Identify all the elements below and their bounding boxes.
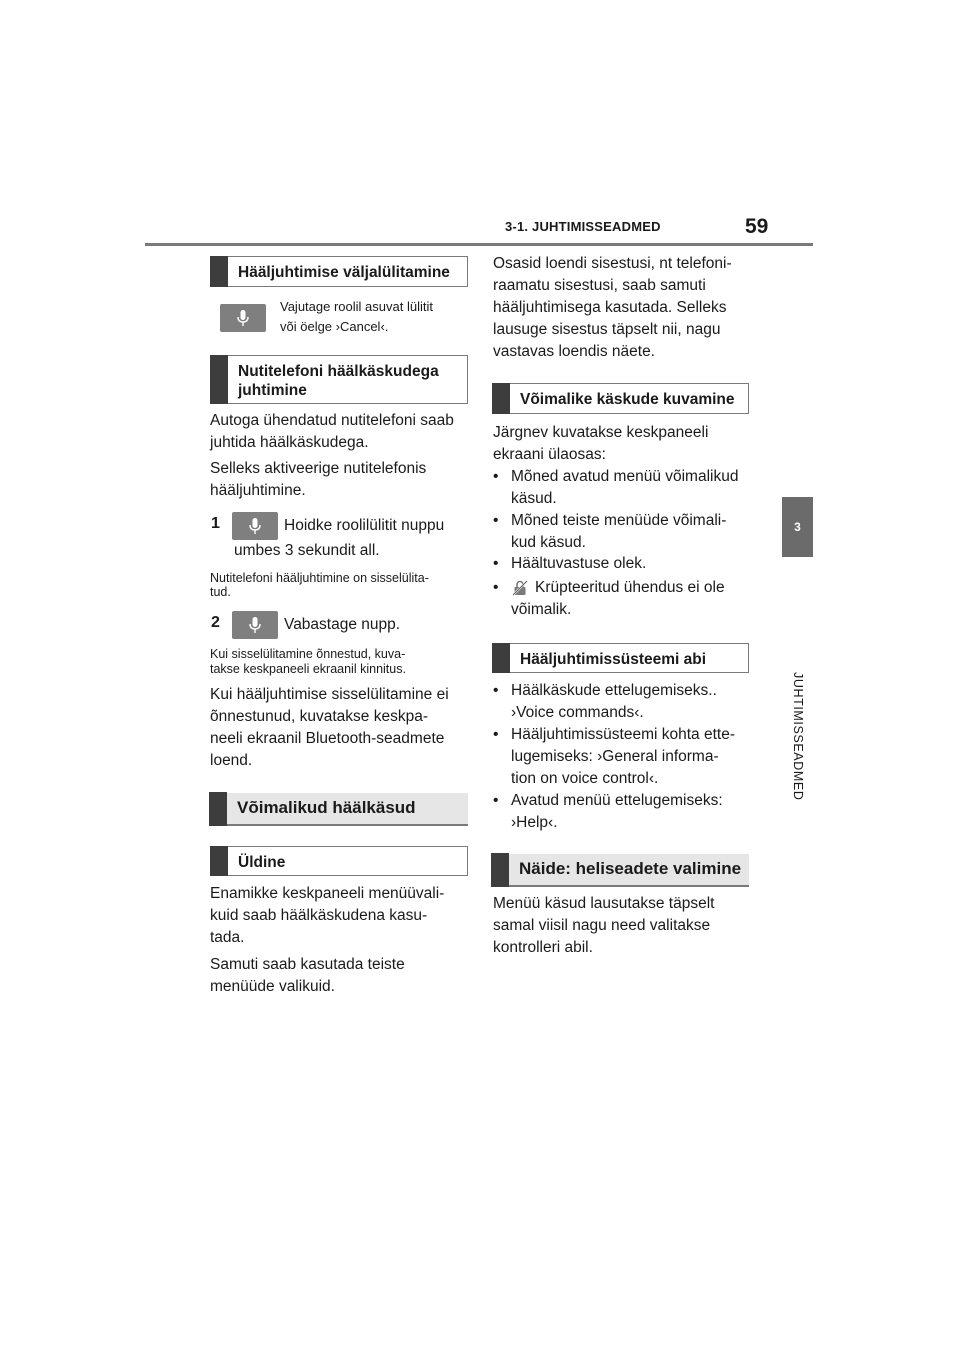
heading-example: [492, 854, 749, 887]
text-line: õnnestunud, kuvatakse keskpa-: [210, 708, 428, 725]
text-line: Menüü käsud lausutakse täpselt: [493, 895, 715, 912]
text-span: Krüpteeritud ühendus ei ole: [535, 579, 725, 596]
text-line: samal viisil nagu need valitakse: [493, 917, 711, 934]
heading-text: Võimalikud häälkäsud: [237, 798, 416, 817]
list-item-text: [511, 466, 756, 510]
text-line: ekraani ülaosas:: [493, 446, 606, 463]
step-2-note-1: Kui sisselülitamine õnnestud, kuva-: [210, 647, 406, 661]
bullet-dot: •: [493, 579, 499, 596]
paragraph-2: [210, 458, 426, 502]
heading-smartphone-voice: [210, 355, 468, 404]
page-number: 59: [745, 215, 769, 238]
text-line: Avatud menüü ettelugemiseks:: [511, 792, 723, 809]
heading-possible-commands: [210, 793, 468, 826]
text-line: Selleks aktiveerige nutitelefonis: [210, 460, 427, 477]
microphone-icon: [220, 304, 266, 332]
text-line: vastavas loendis näete.: [493, 343, 655, 360]
text-line: hääljuhtimisega kasutada. Selleks: [493, 299, 727, 316]
text-line: lugemiseks: ›General informa-: [511, 748, 719, 765]
paragraph-4: [210, 883, 444, 949]
heading-bar: [210, 355, 228, 404]
right-paragraph-1: [493, 253, 732, 363]
list-item-text: [511, 790, 756, 834]
text-line: tion on voice control‹.: [511, 770, 659, 787]
crossed-lock-icon: [511, 579, 529, 597]
microphone-icon: [232, 611, 278, 639]
heading-show-commands: [492, 383, 749, 414]
heading-voice-help: [492, 643, 749, 673]
bullet-dot: •: [493, 726, 499, 743]
bullet-dot: •: [493, 512, 499, 529]
heading-text: [238, 362, 461, 400]
microphone-icon: [232, 512, 278, 540]
heading-bar: [210, 256, 228, 287]
text-line: lausuge sisestus täpselt nii, nagu: [493, 321, 721, 338]
text-line: menüüde valikuid.: [210, 978, 335, 995]
step-1-text-1: Hoidke roolilülitit nuppu: [284, 517, 445, 534]
step-2-text: Vabastage nupp.: [284, 616, 401, 633]
heading-line-1: Nutitelefoni häälkäskudega: [238, 363, 439, 380]
text-line: hääljuhtimine.: [210, 482, 306, 499]
list-item-text: [511, 510, 756, 554]
list-item-text: [511, 577, 756, 621]
text-line: Kui hääljuhtimise sisselülitamine ei: [210, 686, 449, 703]
text-line: Häältuvastuse olek.: [511, 555, 647, 572]
step-1-text-2: umbes 3 sekundit all.: [234, 542, 380, 559]
heading-bar: [491, 853, 509, 887]
paragraph-3: [210, 684, 449, 772]
disable-note-2: või öelge ›Cancel‹.: [280, 319, 389, 334]
bullet-dot: •: [493, 555, 499, 572]
text-line: raamatu sisestusi, saab samuti: [493, 277, 706, 294]
text-line: võimalik.: [511, 601, 572, 618]
section-title: 3-1. JUHTIMISSEADMED: [505, 219, 661, 234]
text-line: kud käsud.: [511, 534, 586, 551]
heading-text: Hääljuhtimissüsteemi abi: [520, 651, 707, 668]
text-line: Osasid loendi sisestusi, nt telefoni-: [493, 255, 732, 272]
text-line: neeli ekraanil Bluetooth-seadmete: [210, 730, 445, 747]
list-item-text: [511, 553, 756, 575]
heading-text: Üldine: [238, 854, 286, 871]
heading-bar: [210, 846, 228, 876]
heading-bar: [209, 792, 227, 826]
text-line: ›Voice commands‹.: [511, 704, 644, 721]
chapter-tab: 3: [782, 497, 813, 557]
text-line: juhtida häälkäskudega.: [210, 434, 369, 451]
bullet-dot: •: [493, 792, 499, 809]
right-paragraph-3: [493, 893, 714, 959]
list-item-text: [511, 680, 756, 724]
chapter-label: JUHTIMISSEADMED: [791, 672, 805, 801]
heading-text: Hääljuhtimise väljalülitamine: [238, 264, 450, 281]
heading-text: Võimalike käskude kuvamine: [520, 391, 735, 408]
heading-disable-voice: [210, 256, 468, 287]
paragraph-1: [210, 410, 454, 454]
text-line: Enamikke keskpaneeli menüüvali-: [210, 885, 445, 902]
heading-bar: [492, 643, 510, 673]
text-line: käsud.: [511, 490, 557, 507]
text-line: kuid saab häälkäskudena kasu-: [210, 907, 428, 924]
list-item-text: [511, 724, 756, 790]
paragraph-5: [210, 954, 405, 998]
text-line: loend.: [210, 752, 253, 769]
text-line: [511, 577, 756, 599]
step-1-note-1: Nutitelefoni hääljuhtimine on sisselülita-: [210, 571, 429, 585]
heading-general: [210, 846, 468, 876]
header-rule: [145, 243, 813, 246]
text-line: Autoga ühendatud nutitelefoni saab: [210, 412, 454, 429]
text-line: ›Help‹.: [511, 814, 558, 831]
text-line: kontrolleri abil.: [493, 939, 593, 956]
text-line: Häälkäskude ettelugemiseks..: [511, 682, 717, 699]
bullet-dot: •: [493, 468, 499, 485]
text-line: Hääljuhtimissüsteemi kohta ette-: [511, 726, 735, 743]
text-line: tada.: [210, 929, 245, 946]
heading-bar: [492, 383, 510, 414]
right-paragraph-2: [493, 422, 708, 466]
disable-note-1: Vajutage roolil asuvat lülitit: [280, 299, 433, 314]
text-line: Samuti saab kasutada teiste: [210, 956, 405, 973]
text-line: Mõned avatud menüü võimalikud: [511, 468, 739, 485]
step-1-note-2: tud.: [210, 585, 231, 599]
step-2-note-2: takse keskpaneeli ekraanil kinnitus.: [210, 662, 406, 676]
text-line: Järgnev kuvatakse keskpaneeli: [493, 424, 709, 441]
bullet-dot: •: [493, 682, 499, 699]
heading-line-2: juhtimine: [238, 382, 307, 399]
step-2-number: 2: [211, 614, 220, 631]
step-1-number: 1: [211, 515, 220, 532]
heading-text: Näide: heliseadete valimine: [519, 859, 742, 878]
text-line: Mõned teiste menüüde võimali-: [511, 512, 727, 529]
